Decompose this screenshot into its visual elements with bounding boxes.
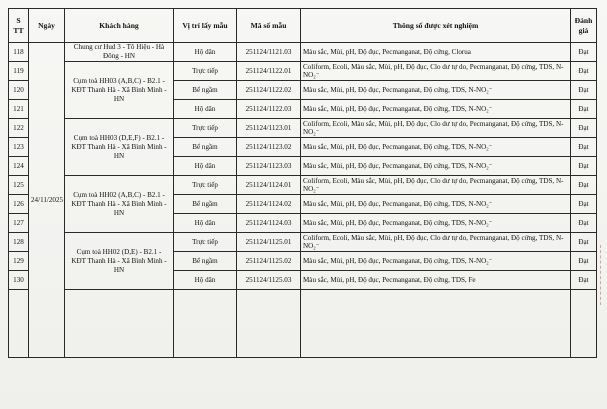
row-evaluation: Đạt <box>571 119 597 138</box>
table-row <box>9 119 597 138</box>
row-evaluation: Đạt <box>571 100 597 119</box>
row-stt: 128 <box>9 233 29 252</box>
date-cell: 24/11/2025 <box>29 43 65 358</box>
empty-cell <box>301 290 571 358</box>
sample-results-table <box>8 8 597 358</box>
row-evaluation: Đạt <box>571 195 597 214</box>
row-sample-code: 251124/1123.01 <box>237 119 301 138</box>
row-location: Bể ngầm <box>174 81 237 100</box>
row-stt: 130 <box>9 271 29 290</box>
row-sample-code: 251124/1124.01 <box>237 176 301 195</box>
row-stt: 124 <box>9 157 29 176</box>
row-evaluation: Đạt <box>571 138 597 157</box>
row-stt: 120 <box>9 81 29 100</box>
row-stt: 123 <box>9 138 29 157</box>
empty-cell <box>571 290 597 358</box>
row-location: Trực tiếp <box>174 119 237 138</box>
row-parameters: Màu sắc, Mùi, pH, Độ đục, Pecmanganat, Độ cứng, TDS, N-NO₂⁻ <box>301 195 571 214</box>
row-stt: 126 <box>9 195 29 214</box>
row-evaluation: Đạt <box>571 271 597 290</box>
row-parameters: Màu sắc, Mùi, pH, Độ đục, Pecmanganat, Độ cứng, TDS, N-NO₂⁻ <box>301 100 571 119</box>
row-parameters: Coliform, Ecoli, Màu sắc, Mùi, pH, Độ đục, Clo dư tự do, Pecmanganat, Độ cứng, TDS, N-NO₂⁻ <box>301 233 571 252</box>
row-location: Trực tiếp <box>174 62 237 81</box>
row-parameters: Coliform, Ecoli, Màu sắc, Mùi, pH, Độ đục, Clo dư tự do, Pecmanganat, Độ cứng, TDS, N-NO₂⁻ <box>301 119 571 138</box>
margin-stamp-mark <box>600 245 607 305</box>
row-stt: 127 <box>9 214 29 233</box>
table-row <box>9 43 597 62</box>
row-stt: 122 <box>9 119 29 138</box>
row-location: Hộ dân <box>174 43 237 62</box>
row-sample-code: 251124/1124.02 <box>237 195 301 214</box>
row-location: Hộ dân <box>174 157 237 176</box>
table-row <box>9 176 597 195</box>
customer-cell: Cụm toà HH03 (A,B,C) - B2.1 - KĐT Thanh Hà - Xã Bình Minh - HN <box>65 62 174 119</box>
row-parameters: Màu sắc, Mùi, pH, Độ đục, Pecmanganat, Độ cứng, TDS, N-NO₂⁻ <box>301 214 571 233</box>
row-location: Bể ngầm <box>174 195 237 214</box>
row-stt: 118 <box>9 43 29 62</box>
row-sample-code: 251124/1125.01 <box>237 233 301 252</box>
row-stt: 119 <box>9 62 29 81</box>
row-sample-code: 251124/1123.02 <box>237 138 301 157</box>
customer-cell: Chung cư Hud 3 - Tô Hiệu - Hà Đông - HN <box>65 43 174 62</box>
row-sample-code: 251124/1122.03 <box>237 100 301 119</box>
row-sample-code: 251124/1124.03 <box>237 214 301 233</box>
header-row <box>9 9 597 43</box>
row-parameters: Coliform, Ecoli, Màu sắc, Mùi, pH, Độ đục, Clo dư tự do, Pecmanganat, Độ cứng, TDS, N-NO₂⁻ <box>301 62 571 81</box>
header-stt: S TT <box>9 9 29 43</box>
row-parameters: Màu sắc, Mùi, pH, Độ đục, Pecmanganat, Độ cứng, TDS, N-NO₂⁻ <box>301 138 571 157</box>
row-evaluation: Đạt <box>571 214 597 233</box>
row-evaluation: Đạt <box>571 43 597 62</box>
row-evaluation: Đạt <box>571 176 597 195</box>
row-evaluation: Đạt <box>571 252 597 271</box>
row-location: Trực tiếp <box>174 176 237 195</box>
customer-cell: Cụm toà HH03 (D,E,F) - B2.1 - KĐT Thanh Hà - Xã Bình Minh - HN <box>65 119 174 176</box>
row-location: Bể ngầm <box>174 138 237 157</box>
row-evaluation: Đạt <box>571 157 597 176</box>
empty-cell <box>237 290 301 358</box>
table-row <box>9 233 597 252</box>
header-evaluation: Đánh giá <box>571 9 597 43</box>
row-parameters: Màu sắc, Mùi, pH, Độ đục, Pecmanganat, Độ cứng, TDS, N-NO₂⁻ <box>301 81 571 100</box>
row-location: Trực tiếp <box>174 233 237 252</box>
customer-cell: Cụm toà HH02 (A,B,C) - B2.1 - KĐT Thanh Hà - Xã Bình Minh - HN <box>65 176 174 233</box>
empty-row <box>9 290 597 358</box>
row-stt: 125 <box>9 176 29 195</box>
row-parameters: Màu sắc, Mùi, pH, Độ đục, Pecmanganat, Độ cứng, TDS, Fe <box>301 271 571 290</box>
row-sample-code: 251124/1123.03 <box>237 157 301 176</box>
header-parameters: Thông số được xét nghiệm <box>301 9 571 43</box>
row-sample-code: 251124/1125.03 <box>237 271 301 290</box>
empty-cell <box>174 290 237 358</box>
row-evaluation: Đạt <box>571 233 597 252</box>
row-sample-code: 251124/1122.02 <box>237 81 301 100</box>
table-row <box>9 62 597 81</box>
customer-cell: Cụm toà HH02 (D,E) - B2.1 - KĐT Thanh Hà - Xã Bình Minh - HN <box>65 233 174 290</box>
row-parameters: Coliform, Ecoli, Màu sắc, Mùi, pH, Độ đục, Clo dư tự do, Pecmanganat, Độ cứng, TDS, N-NO₂⁻ <box>301 176 571 195</box>
header-customer: Khách hàng <box>65 9 174 43</box>
row-sample-code: 251124/1121.03 <box>237 43 301 62</box>
empty-cell <box>65 290 174 358</box>
row-sample-code: 251124/1122.01 <box>237 62 301 81</box>
row-evaluation: Đạt <box>571 62 597 81</box>
row-parameters: Màu sắc, Mùi, pH, Độ đục, Pecmanganat, Độ cứng, Clorua <box>301 43 571 62</box>
row-evaluation: Đạt <box>571 81 597 100</box>
row-parameters: Màu sắc, Mùi, pH, Độ đục, Pecmanganat, Độ cứng, TDS, N-NO₂⁻ <box>301 252 571 271</box>
header-sampling-location: Vị trí lấy mẫu <box>174 9 237 43</box>
header-sample-code: Mã số mẫu <box>237 9 301 43</box>
row-stt: 129 <box>9 252 29 271</box>
row-stt: 121 <box>9 100 29 119</box>
row-location: Bể ngầm <box>174 252 237 271</box>
row-parameters: Màu sắc, Mùi, pH, Độ đục, Pecmanganat, Độ cứng, TDS, N-NO₂⁻ <box>301 157 571 176</box>
row-location: Hộ dân <box>174 214 237 233</box>
header-date: Ngày <box>29 9 65 43</box>
row-sample-code: 251124/1125.02 <box>237 252 301 271</box>
row-location: Hộ dân <box>174 100 237 119</box>
empty-cell <box>9 290 29 358</box>
row-location: Hộ dân <box>174 271 237 290</box>
